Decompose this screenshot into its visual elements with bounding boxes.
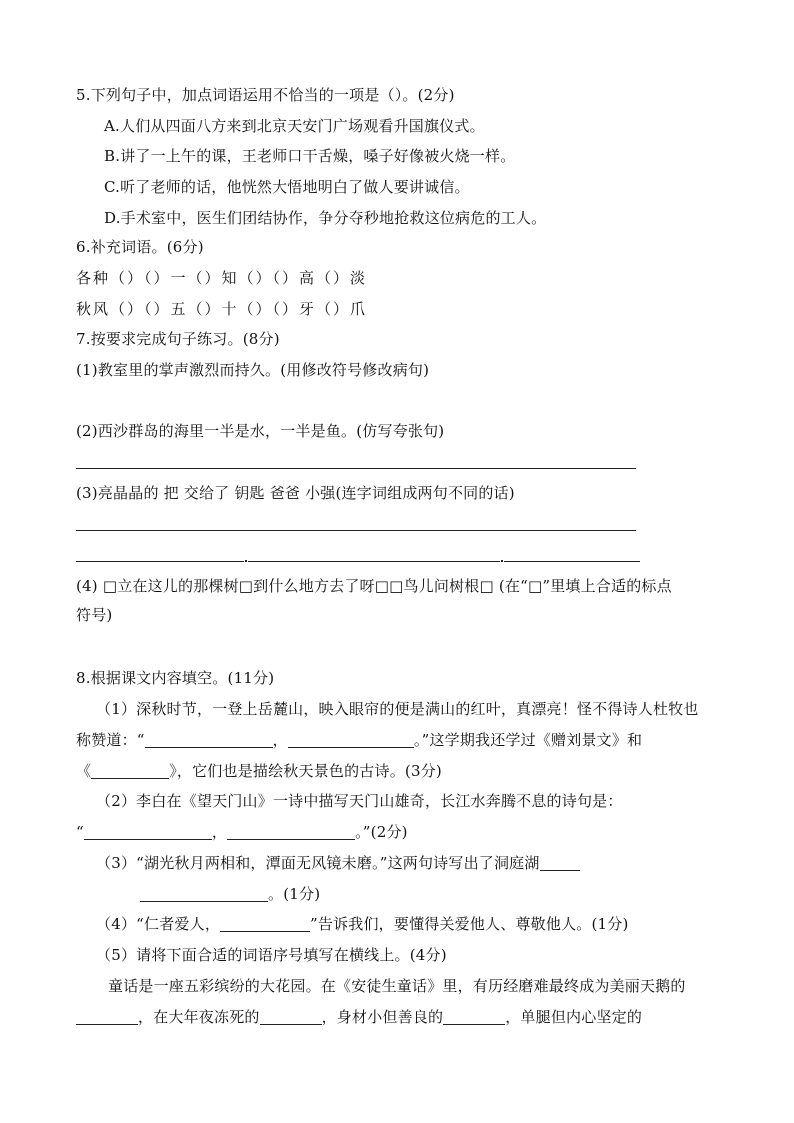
answer-blank[interactable] [220,915,310,932]
q8-stem: 8.根据课文内容填空。(11分) [76,669,275,687]
q5-option-d: D.手术室中，医生们团结协作，争分夺秒地抢救这位病危的工人。 [104,209,547,227]
q8-item-1-line-3: 《 》，它们也是描绘秋天景色的古诗。(3分) [76,762,442,780]
answer-blank[interactable] [76,1008,138,1025]
answer-blank[interactable] [443,1008,505,1025]
q8-passage-line-2: ，在大年夜冻死的 ，身材小但善良的 ，单腿但内心坚定的 [76,1006,642,1028]
answer-blank[interactable] [288,731,414,748]
q7-sentence-4-cont: 符号) [76,606,113,624]
q6-row-2: 秋风（）（）五（）十（）（）牙（）爪 [76,300,368,318]
answer-line[interactable] [76,530,636,531]
q8-item-3-line-2: 。(1分) [140,883,320,905]
answer-line[interactable] [248,561,500,562]
q5-option-b: B.讲了一上午的课，王老师口干舌燥，嗓子好像被火烧一样。 [104,147,516,165]
q6-stem: 6.补充词语。(6分) [76,238,204,256]
q5-option-a: A.人们从四面八方来到北京天安门广场观看升国旗仪式。 [104,117,485,135]
answer-line[interactable] [76,561,244,562]
answer-blank[interactable] [260,1008,322,1025]
answer-blank[interactable] [540,854,580,871]
q8-item-1: （1）深秋时节，一登上岳麓山，映入眼帘的便是满山的红叶，真漂亮！怪不得诗人杜牧也 [96,700,699,718]
q5-option-c: C.听了老师的话，他恍然大悟地明白了做人要讲诚信。 [104,178,470,196]
answer-line[interactable] [504,561,640,562]
q8-item-4: （4）“仁者爱人， ”告诉我们，要懂得关爱他人、尊敬他人。(1分) [96,915,629,933]
answer-blank[interactable] [91,762,169,779]
q6-row-1: 各种（）（）一（）知（）（）高（）淡 [76,269,368,287]
answer-blank[interactable] [145,731,273,748]
answer-blank[interactable] [84,823,212,840]
answer-line[interactable] [76,468,636,469]
q7-stem: 7.按要求完成句子练习。(8分) [76,330,280,348]
q7-sentence-3: (3)亮晶晶的 把 交给了 钥匙 爸爸 小强(连字词组成两句不同的话) [76,484,515,502]
q8-item-3: （3）“湖光秋月两相和，潭面无风镜未磨。”这两句诗写出了洞庭湖 [96,852,580,874]
q8-item-1-line-2: 称赞道：“ ， 。”这学期我还学过《赠刘景文》和 [76,731,643,749]
answer-blank[interactable] [227,823,355,840]
separator-dot [501,560,503,562]
q8-item-5: （5）请将下面合适的词语序号填写在横线上。(4分) [96,946,447,964]
separator-dot [245,560,247,562]
q7-sentence-4: (4) □立在这儿的那棵树□到什么地方去了呀□□鸟儿问树根□ (在“□”里填上合适的标点 [76,577,672,595]
q7-sentence-1: (1)教室里的掌声激烈而持久。(用修改符号修改病句) [76,361,430,379]
q8-passage-line-1: 童话是一座五彩缤纷的大花园。在《安徒生童话》里，有历经磨难最终成为美丽天鹅的 [108,977,686,995]
q8-item-2: （2）李白在《望天门山》一诗中描写天门山雄奇，长江水奔腾不息的诗句是： [96,792,623,810]
q7-sentence-2: (2)西沙群岛的海里一半是水，一半是鱼。(仿写夸张句) [76,422,445,440]
q5-stem: 5.下列句子中，加点词语运用不恰当的一项是（）。(2分) [76,86,455,104]
answer-blank[interactable] [140,885,268,902]
q8-item-2-line-2: “ ， 。”(2分) [76,823,408,841]
